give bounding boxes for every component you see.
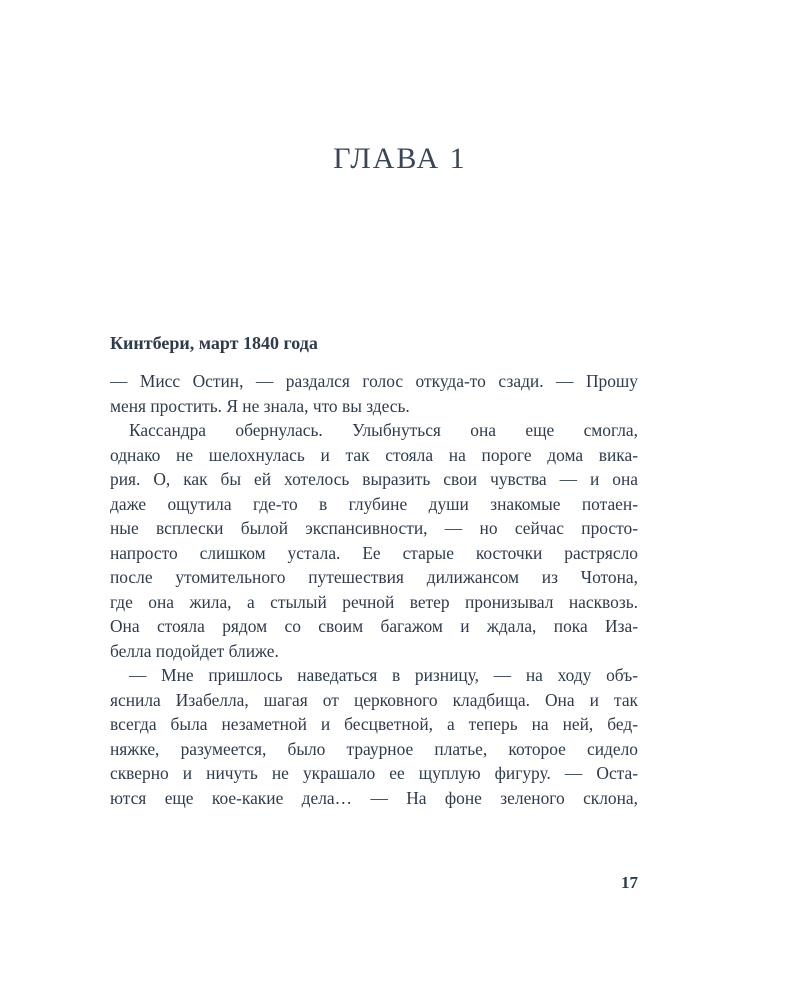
text-line: напросто слишком устала. Ее старые косточки растрясло xyxy=(110,542,638,563)
text-line: — Мне пришлось наведаться в ризницу, — на ходу объ- xyxy=(129,665,638,685)
text-line: всегда была незаметной и бесцветной, а теперь на ней, бед- xyxy=(110,714,638,734)
text-line: где она жила, а стылый речной ветер пронизывал насквозь. xyxy=(110,591,638,612)
text-line: скверно и ничуть не украшало ее щуплую фигуру. — Оста- xyxy=(110,763,638,783)
section-subtitle: Кинтбери, март 1840 года xyxy=(110,333,318,353)
text-line: яснила Изабелла, шагая от церковного кладбища. Она и так xyxy=(110,689,638,710)
text-line: ются еще кое-какие дела… — На фоне зеленого склона, xyxy=(110,787,638,808)
text-line: белла подойдет ближе. xyxy=(110,640,279,661)
text-line: однако не шелохнулась и так стояла на пороге дома вика- xyxy=(110,444,638,465)
page-number: 17 xyxy=(621,873,638,892)
text-line: Кассандра обернулась. Улыбнуться она еще смогла, xyxy=(129,420,638,440)
text-line: даже ощутила где-то в глубине души знакомые потаен- xyxy=(110,493,638,514)
text-line: няжке, разумеется, было траурное платье, которое сидело xyxy=(110,738,638,759)
text-line: ные всплески былой экспансивности, — но сейчас просто- xyxy=(110,518,638,538)
text-line: после утомительного путешествия дилижансом из Чотона, xyxy=(110,567,638,587)
body-text xyxy=(110,369,638,810)
text-line: Она стояла рядом со своим багажом и ждала, пока Иза- xyxy=(110,616,638,636)
chapter-title: ГЛАВА 1 xyxy=(333,142,467,175)
text-line: — Мисс Остин, — раздался голос откуда-то сзади. — Прошу xyxy=(110,371,638,391)
text-line: рия. О, как бы ей хотелось выразить свои чувства — и она xyxy=(110,469,638,489)
text-line: меня простить. Я не знала, что вы здесь. xyxy=(110,395,410,416)
